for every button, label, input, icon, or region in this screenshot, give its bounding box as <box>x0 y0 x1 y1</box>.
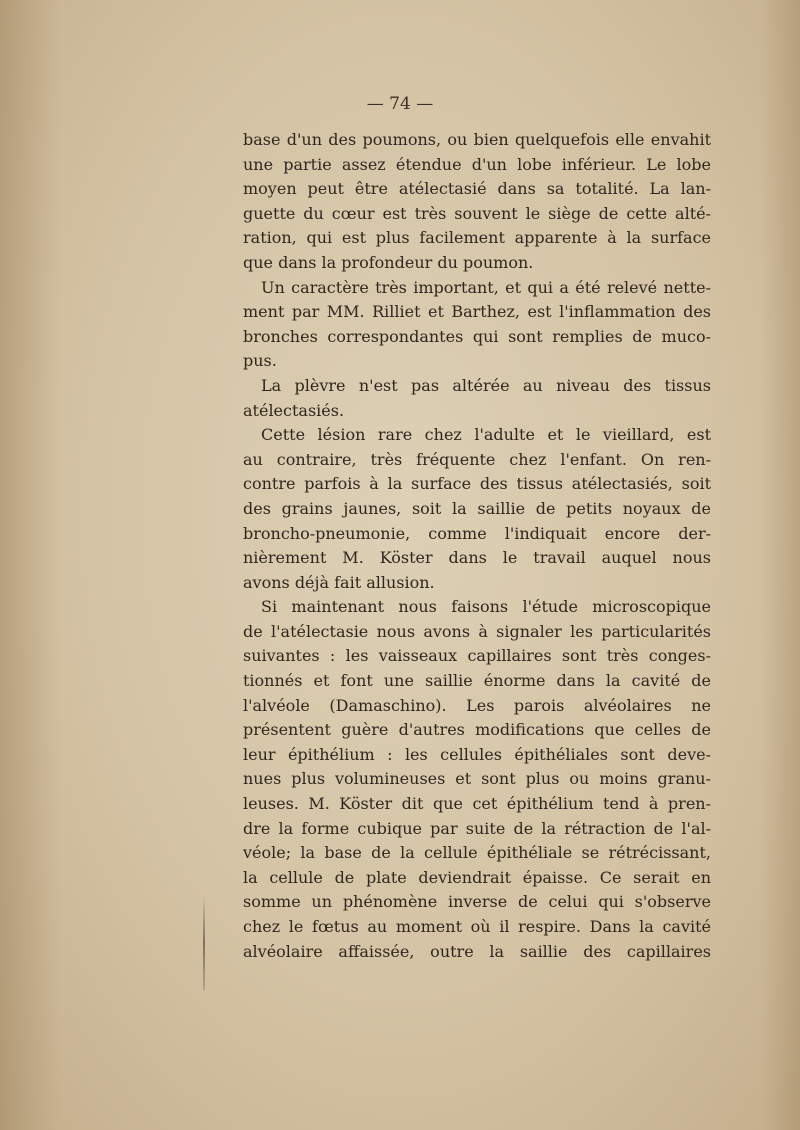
text-line: que dans la profondeur du poumon. <box>243 252 534 272</box>
text-line: Un caractère très important, et qui a été relevé nette- <box>261 277 711 297</box>
text-line: guette du cœur est très souvent le siège de cette alté- <box>243 203 711 223</box>
text-line: broncho-pneumonie, comme l'indiquait encore der- <box>243 523 711 543</box>
margin-pencil-mark <box>203 895 205 990</box>
text-line: au contraire, très fréquente chez l'enfant. On ren- <box>243 449 711 469</box>
text-line: des grains jaunes, soit la saillie de petits noyaux de <box>243 498 711 518</box>
page-number: — 74 — <box>366 94 434 114</box>
text-line: leuses. M. Köster dit que cet épithélium tend à pren- <box>243 794 711 814</box>
text-line: bronches correspondantes qui sont remplies de muco- <box>243 326 711 346</box>
text-line: nièrement M. Köster dans le travail auquel nous <box>243 548 711 568</box>
text-line: alvéolaire affaissée, outre la saillie des capillaires <box>243 941 711 961</box>
text-line: ration, qui est plus facilement apparente à la surface <box>243 228 711 248</box>
text-line: base d'un des poumons, ou bien quelquefois elle envahit <box>243 130 711 149</box>
text-line: véole; la base de la cellule épithéliale se rétrécissant, <box>243 843 711 863</box>
text-line: ment par MM. Rilliet et Barthez, est l'inflammation des <box>243 302 711 322</box>
text-line: une partie assez étendue d'un lobe inférieur. Le lobe <box>243 154 711 174</box>
text-line: somme un phénomène inverse de celui qui s'observe <box>243 892 711 912</box>
text-line: la cellule de plate deviendrait épaisse. Ce serait en <box>243 867 711 887</box>
text-line: chez le fœtus au moment où il respire. Dans la cavité <box>243 917 711 936</box>
page-shadow-right <box>760 0 800 1130</box>
page-shadow-left <box>0 0 60 1130</box>
text-line: moyen peut être atélectasié dans sa totalité. La lan- <box>243 179 711 199</box>
text-line: l'alvéole (Damaschino). Les parois alvéolaires ne <box>243 695 711 715</box>
text-line: Cette lésion rare chez l'adulte et le vieillard, est <box>261 425 711 445</box>
text-line: présentent guère d'autres modifications que celles de <box>243 720 711 740</box>
text-line: avons déjà fait allusion. <box>243 572 435 592</box>
text-line: contre parfois à la surface des tissus atélectasiés, soit <box>243 474 711 494</box>
text-line: dre la forme cubique par suite de la rétraction de l'al- <box>243 818 711 838</box>
text-line: suivantes : les vaisseaux capillaires sont très conges- <box>243 646 711 666</box>
body-text <box>243 128 711 964</box>
text-line: de l'atélectasie nous avons à signaler les particularités <box>243 621 711 641</box>
text-line: La plèvre n'est pas altérée au niveau des tissus <box>261 375 711 395</box>
text-line: Si maintenant nous faisons l'étude microscopique <box>261 597 711 617</box>
text-line: atélectasiés. <box>243 400 345 420</box>
text-line: tionnés et font une saillie énorme dans la cavité de <box>243 671 711 691</box>
text-line: leur épithélium : les cellules épithéliales sont deve- <box>243 744 711 764</box>
text-line: pus. <box>243 351 277 371</box>
text-line: nues plus volumineuses et sont plus ou moins granu- <box>243 769 711 789</box>
